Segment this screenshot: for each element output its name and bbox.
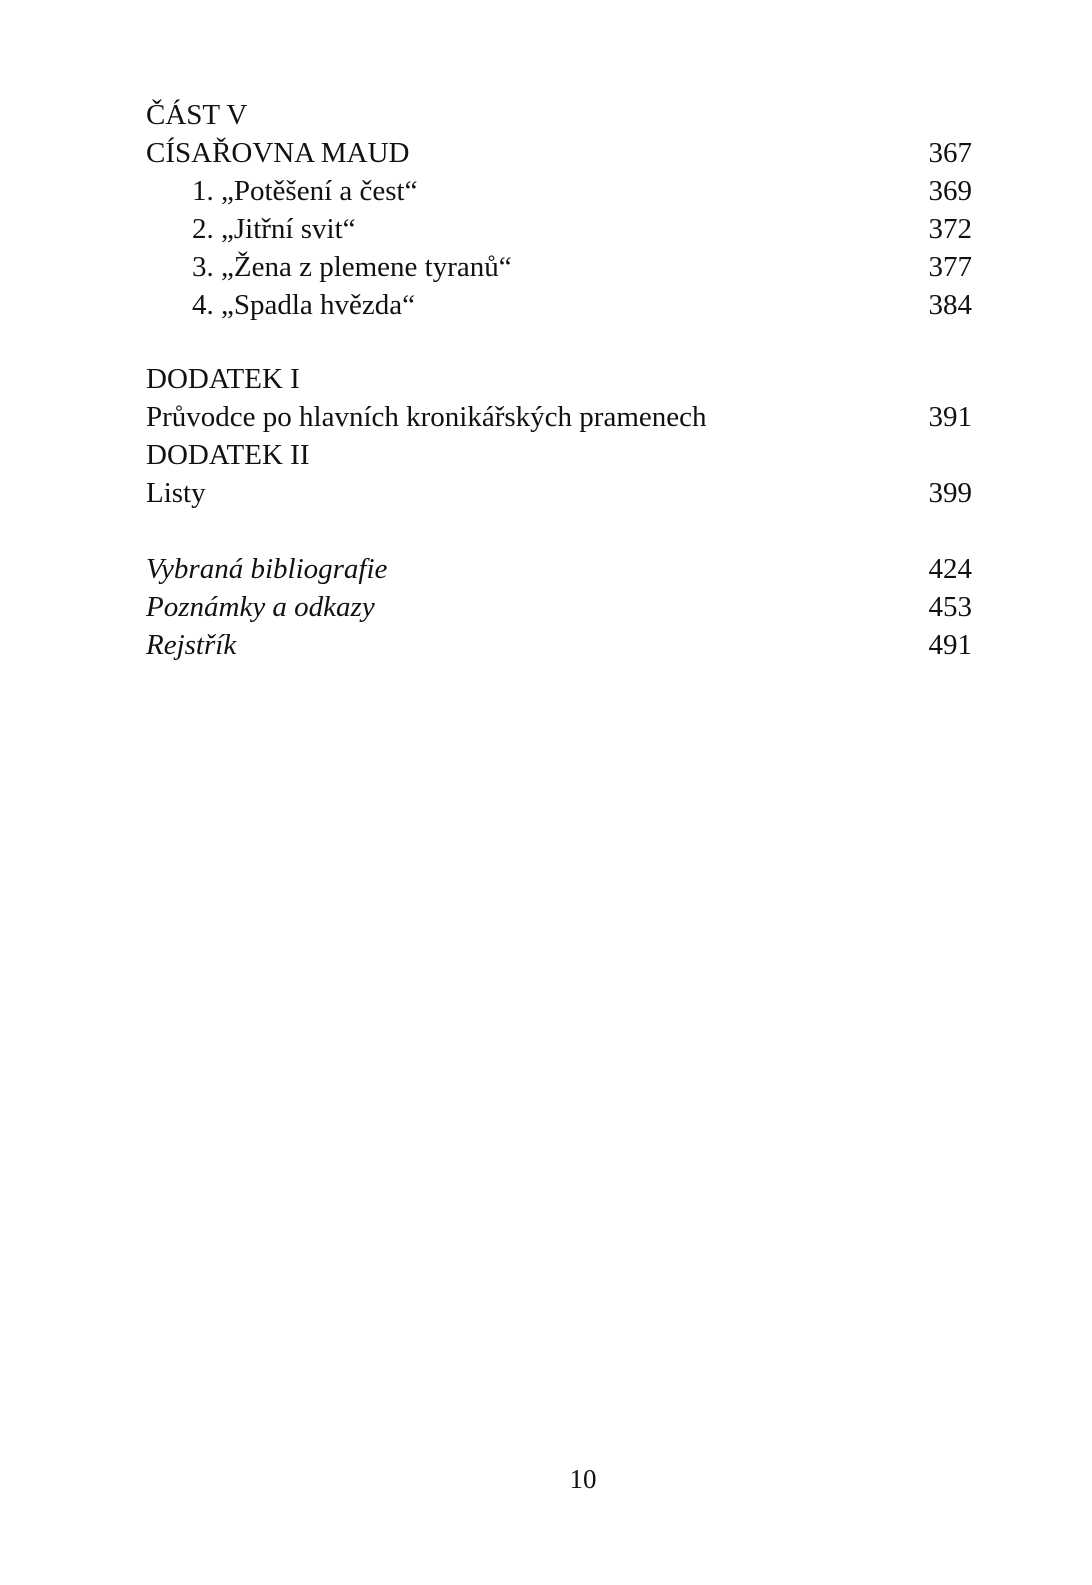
page-number: 10 — [569, 1464, 597, 1494]
back-matter-row — [146, 588, 972, 626]
appendix-title-row — [146, 474, 972, 512]
chapter-page: 384 — [928, 289, 972, 321]
section-spacer — [146, 512, 972, 550]
chapter-page: 377 — [928, 251, 972, 283]
appendix-title: Průvodce po hlavních kronikářských pramenech — [146, 401, 707, 433]
appendix-page: 399 — [928, 477, 972, 509]
back-matter-row — [146, 550, 972, 588]
appendix-title: Listy — [146, 477, 206, 509]
chapter-page: 372 — [928, 213, 972, 245]
chapter-title: 4. „Spadla hvězda“ — [192, 289, 416, 321]
back-matter-title: Rejstřík — [146, 629, 237, 661]
chapter-title: 1. „Potěšení a čest“ — [192, 175, 418, 207]
chapter-row — [146, 172, 972, 210]
appendix-heading: DODATEK II — [146, 439, 310, 471]
back-matter-row — [146, 626, 972, 664]
chapter-row — [146, 248, 972, 286]
chapter-title: 3. „Žena z plemene tyranů“ — [192, 251, 512, 283]
back-matter-title: Vybraná bibliografie — [146, 553, 388, 585]
chapter-row — [146, 286, 972, 324]
section-spacer — [146, 324, 972, 360]
part-heading-row — [146, 96, 972, 134]
part-title-row — [146, 134, 972, 172]
back-matter-page: 424 — [928, 553, 972, 585]
back-matter-page: 491 — [928, 629, 972, 661]
chapter-row — [146, 210, 972, 248]
appendix-title-row — [146, 398, 972, 436]
table-of-contents — [146, 96, 972, 664]
appendix-heading-row — [146, 360, 972, 398]
appendix-heading: DODATEK I — [146, 363, 300, 395]
appendix-heading-row — [146, 436, 972, 474]
chapter-page: 369 — [928, 175, 972, 207]
part-heading: ČÁST V — [146, 99, 248, 131]
chapter-title: 2. „Jitřní svit“ — [192, 213, 356, 245]
appendix-page: 391 — [928, 401, 972, 433]
back-matter-page: 453 — [928, 591, 972, 623]
part-title-page: 367 — [928, 137, 972, 169]
part-title: CÍSAŘOVNA MAUD — [146, 137, 410, 169]
back-matter-title: Poznámky a odkazy — [146, 591, 375, 623]
